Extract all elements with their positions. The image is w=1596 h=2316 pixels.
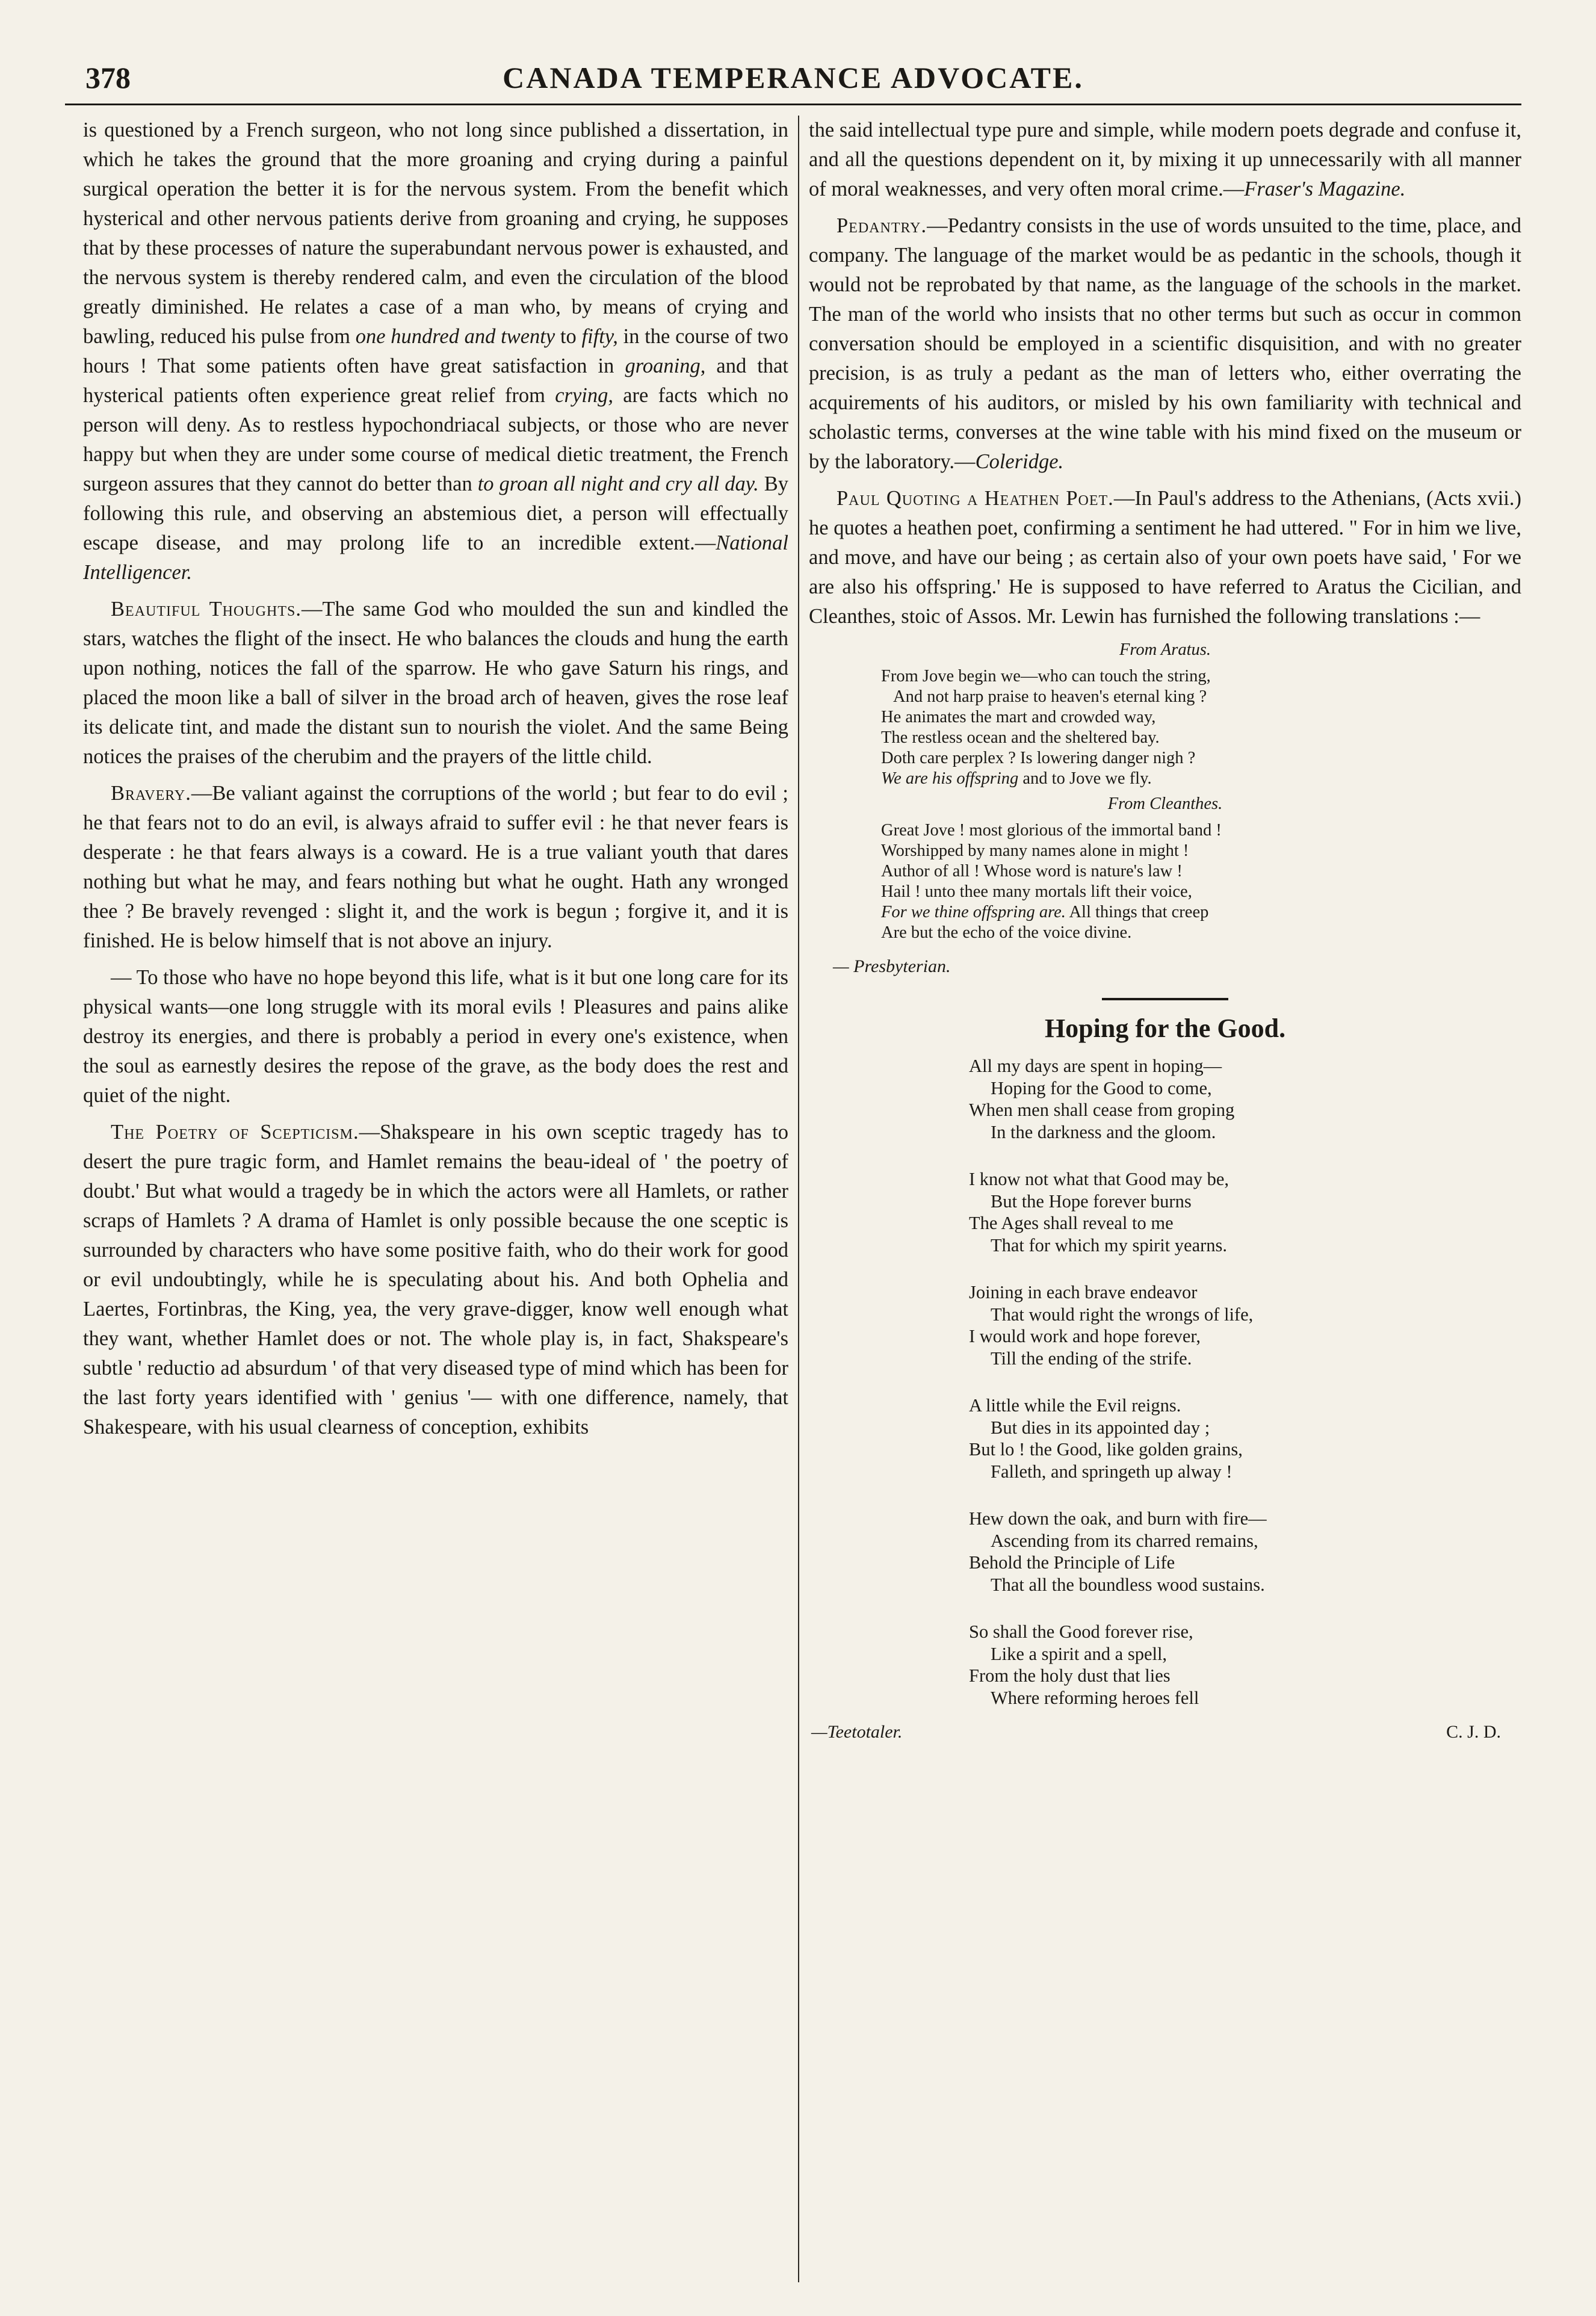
poem-line: Behold the Principle of Life [969, 1552, 1175, 1573]
verse-line: Are but the echo of the voice divine. [881, 923, 1132, 942]
source-credit: Coleridge. [975, 450, 1064, 473]
poem-line: When men shall cease from groping [969, 1100, 1235, 1120]
article-no-hope: — To those who have no hope beyond this life, what is it but one long care for its physical wants—one long struggle with its moral evils ! Pleasures and pains alike destroy its energies, and there is probably a period in every one's existence, when the soul as earnestly desires the repose of the grave, as the body does the rest and quiet of the night. [83, 966, 788, 1107]
stanza [969, 1621, 1521, 1709]
poem-line: Ascending from its charred remains, [991, 1530, 1258, 1551]
verse-heading: From Cleanthes. [1107, 794, 1223, 813]
article-heading: Beautiful Thoughts. [111, 598, 302, 621]
newspaper-page [65, 58, 1521, 2285]
verse-line: Worshipped by many names alone in might ! [881, 841, 1189, 860]
poem-line: Hew down the oak, and burn with fire— [969, 1508, 1267, 1529]
poem-line: That for which my spirit yearns. [991, 1234, 1228, 1256]
poem-line: I would work and hope forever, [969, 1326, 1201, 1346]
column-rule [798, 116, 799, 2282]
verse-line: From Jove begin we—who can touch the string, [881, 667, 1211, 686]
running-title: CANADA TEMPERANCE ADVOCATE. [503, 61, 1084, 94]
verse-line: And not harp praise to heaven's eternal king ? [893, 687, 1207, 706]
poem-line: So shall the Good forever rise, [969, 1621, 1193, 1642]
verse-line: The restless ocean and the sheltered bay. [881, 728, 1160, 747]
stanza [969, 1281, 1521, 1369]
poem-line: Like a spirit and a spell, [991, 1643, 1168, 1664]
poem-line: I know not what that Good may be, [969, 1169, 1229, 1189]
poem-line: A little while the Evil reigns. [969, 1395, 1181, 1416]
article-continuation: the said intellectual type pure and simple, while modern poets degrade and confuse it, and all the questions dependent on it, by mixing it up unnecessarily with all manner of moral weaknesses, and very often moral crime.—Fraser's Magazine. [809, 119, 1521, 200]
verse-line: Doth care perplex ? Is lowering danger nigh ? [881, 749, 1196, 767]
right-column [809, 116, 1521, 2282]
poem-line: Where reforming heroes fell [991, 1687, 1199, 1708]
poem-line: Falleth, and springeth up alway ! [991, 1461, 1233, 1482]
poem-line: But the Hope forever burns [991, 1191, 1192, 1212]
source-credit: — Presbyterian. [833, 956, 951, 976]
stanza [969, 1055, 1521, 1143]
poem-line: But dies in its appointed day ; [991, 1417, 1210, 1438]
poem [969, 1055, 1521, 1709]
page-number: 378 [85, 61, 131, 94]
article-bravery: Bravery.—Be valiant against the corruptions of the world ; but fear to do evil ; he that fears not to do an evil, is always afraid to suffer evil : he that never fears is desperate : he that fears always is a coward. He is a true valiant youth that dares nothing but what he may, and fears nothing but what he ought. Hath any wronged thee ? Be bravely revenged : slight it, and the work is begun ; forgive it, and it is finished. He is below himself that is not above an injury. [83, 782, 788, 952]
article-paragraph: is questioned by a French surgeon, who not long since published a dissertation, in which he takes the ground that the more groaning and crying during a painful surgical operation the better it is for the nervous system. From the benefit which hysterical and other nervous patients derive from groaning and crying, he supposes that by these processes of nature the superabundant nervous power is exhausted, and the nervous system is thereby rendered calm, and even the circulation of the blood greatly diminished. He relates a case of a man who, by means of crying and bawling, reduced his pulse from one hundred and twenty to fifty, in the course of two hours ! That some patients often have great satisfaction in groaning, and that hysterical patients often experience great relief from crying, are facts which no person will deny. As to restless hypochondriacal subjects, or those who are never happy but when they are under some course of medical dietic treatment, the French surgeon assures that they cannot do better than to groan all night and cry all day. By following this rule, and observing an abstemious diet, a person will effectually escape disease, and may prolong life to an incredible extent.—National Intelligencer. [83, 119, 788, 584]
poem-line: The Ages shall reveal to me [969, 1213, 1174, 1233]
verse-line: He animates the mart and crowded way, [881, 708, 1156, 726]
verse-line: For we thine offspring are. All things that creep [881, 903, 1209, 921]
article-heading: Pedantry. [837, 214, 927, 237]
poem-line: That would right the wrongs of life, [991, 1304, 1254, 1325]
poem-attribution [809, 1717, 1521, 1744]
article-pedantry: Pedantry.—Pedantry consists in the use of words unsuited to the time, place, and company. The language of the market would be as pedantic in the schools, though it would not be reprobated by that name, as the language of the schools in the market. The man of the world who insists that no other terms but such as occur in common conversation should be employed in a scientific disquisition, and with no greater precision, is as truly a pedant as the man of letters who, either overrating the acquirements of his auditors, or misled by his own familiarity with technical and scholastic terms, converses at the wine table with his mind fixed on the museum or by the laboratory.—Coleridge. [809, 214, 1521, 473]
stanza [969, 1508, 1521, 1596]
verse-line: Great Jove ! most glorious of the immortal band ! [881, 821, 1222, 840]
article-paul-quoting: Paul Quoting a Heathen Poet.—In Paul's address to the Athenians, (Acts xvii.) he quotes a heathen poet, confirming a sentiment he had uttered. " For in him we live, and move, and have our being ; as certain also of your own poets have said, ' For we are also his offspring.' He is supposed to have referred to Aratus the Cicilian, and Cleanthes, stoic of Assos. Mr. Lewin has furnished the following translations :— [809, 487, 1521, 628]
page-header [65, 58, 1521, 105]
poem-line: From the holy dust that lies [969, 1665, 1171, 1686]
verse-line: Hail ! unto thee many mortals lift their voice, [881, 882, 1192, 901]
stanza [969, 1168, 1521, 1256]
article-heading: Bravery. [111, 782, 191, 805]
article-poetry-of-scepticism: The Poetry of Scepticism.—Shakspeare in his own sceptic tragedy has to desert the pure tragic form, and Hamlet remains the beau-ideal of ' the poetry of doubt.' But what would a tragedy be in which the actors were all Hamlets, or rather scraps of Hamlets ? A drama of Hamlet is only possible because the one sceptic is surrounded by characters who have some positive faith, who do their work for good or evil undoubtingly, while he is speculating about his. And both Ophelia and Laertes, Fortinbras, the King, yea, the very grave-digger, know well enough what they want, whether Hamlet does or not. The whole play is, in fact, Shakspeare's subtle ' reductio ad absurdum ' of that very diseased type of mind which has been for the last forty years identified with ' genius '— with one difference, namely, that Shakespeare, with his usual clearness of conception, exhibits [83, 1121, 788, 1438]
verse-heading: From Aratus. [1119, 640, 1211, 659]
left-column [83, 116, 788, 2282]
poem-line: In the darkness and the gloom. [991, 1121, 1216, 1142]
poem-line: Hoping for the Good to come, [991, 1077, 1212, 1098]
poem-line: All my days are spent in hoping— [969, 1056, 1222, 1076]
poem-title: Hoping for the Good. [1044, 1014, 1286, 1043]
poem-line: That all the boundless wood sustains. [991, 1574, 1265, 1595]
article-beautiful-thoughts: Beautiful Thoughts.—The same God who moulded the sun and kindled the stars, watches the flight of the insect. He who balances the clouds and hung the earth upon nothing, notices the fall of the sparrow. He who gave Saturn his rings, and placed the moon like a ball of silver in the broad arch of heaven, gives the rose leaf its delicate tint, and made the distant sun to nourish the violet. And the same Being notices the praises of the cherubim and the prayers of the little child. [83, 598, 788, 768]
section-divider [1102, 998, 1228, 1000]
stanza [969, 1395, 1521, 1482]
source-credit: —Teetotaler. [811, 1722, 903, 1742]
poem-line: Till the ending of the strife. [991, 1348, 1192, 1369]
article-heading: Paul Quoting a Heathen Poet. [837, 487, 1114, 510]
columns [65, 116, 1521, 2282]
verse-line: Author of all ! Whose word is nature's law ! [881, 862, 1183, 881]
source-credit: National Intelligencer. [83, 531, 788, 584]
poem-line: But lo ! the Good, like golden grains, [969, 1439, 1243, 1460]
verse-line: We are his offspring and to Jove we fly. [881, 769, 1152, 788]
aratus-translation [881, 640, 1521, 943]
article-heading: The Poetry of Scepticism. [111, 1121, 359, 1144]
poem-line: Joining in each brave endeavor [969, 1282, 1198, 1302]
source-credit: Fraser's Magazine. [1244, 178, 1406, 200]
author-signature: C. J. D. [1446, 1722, 1501, 1742]
